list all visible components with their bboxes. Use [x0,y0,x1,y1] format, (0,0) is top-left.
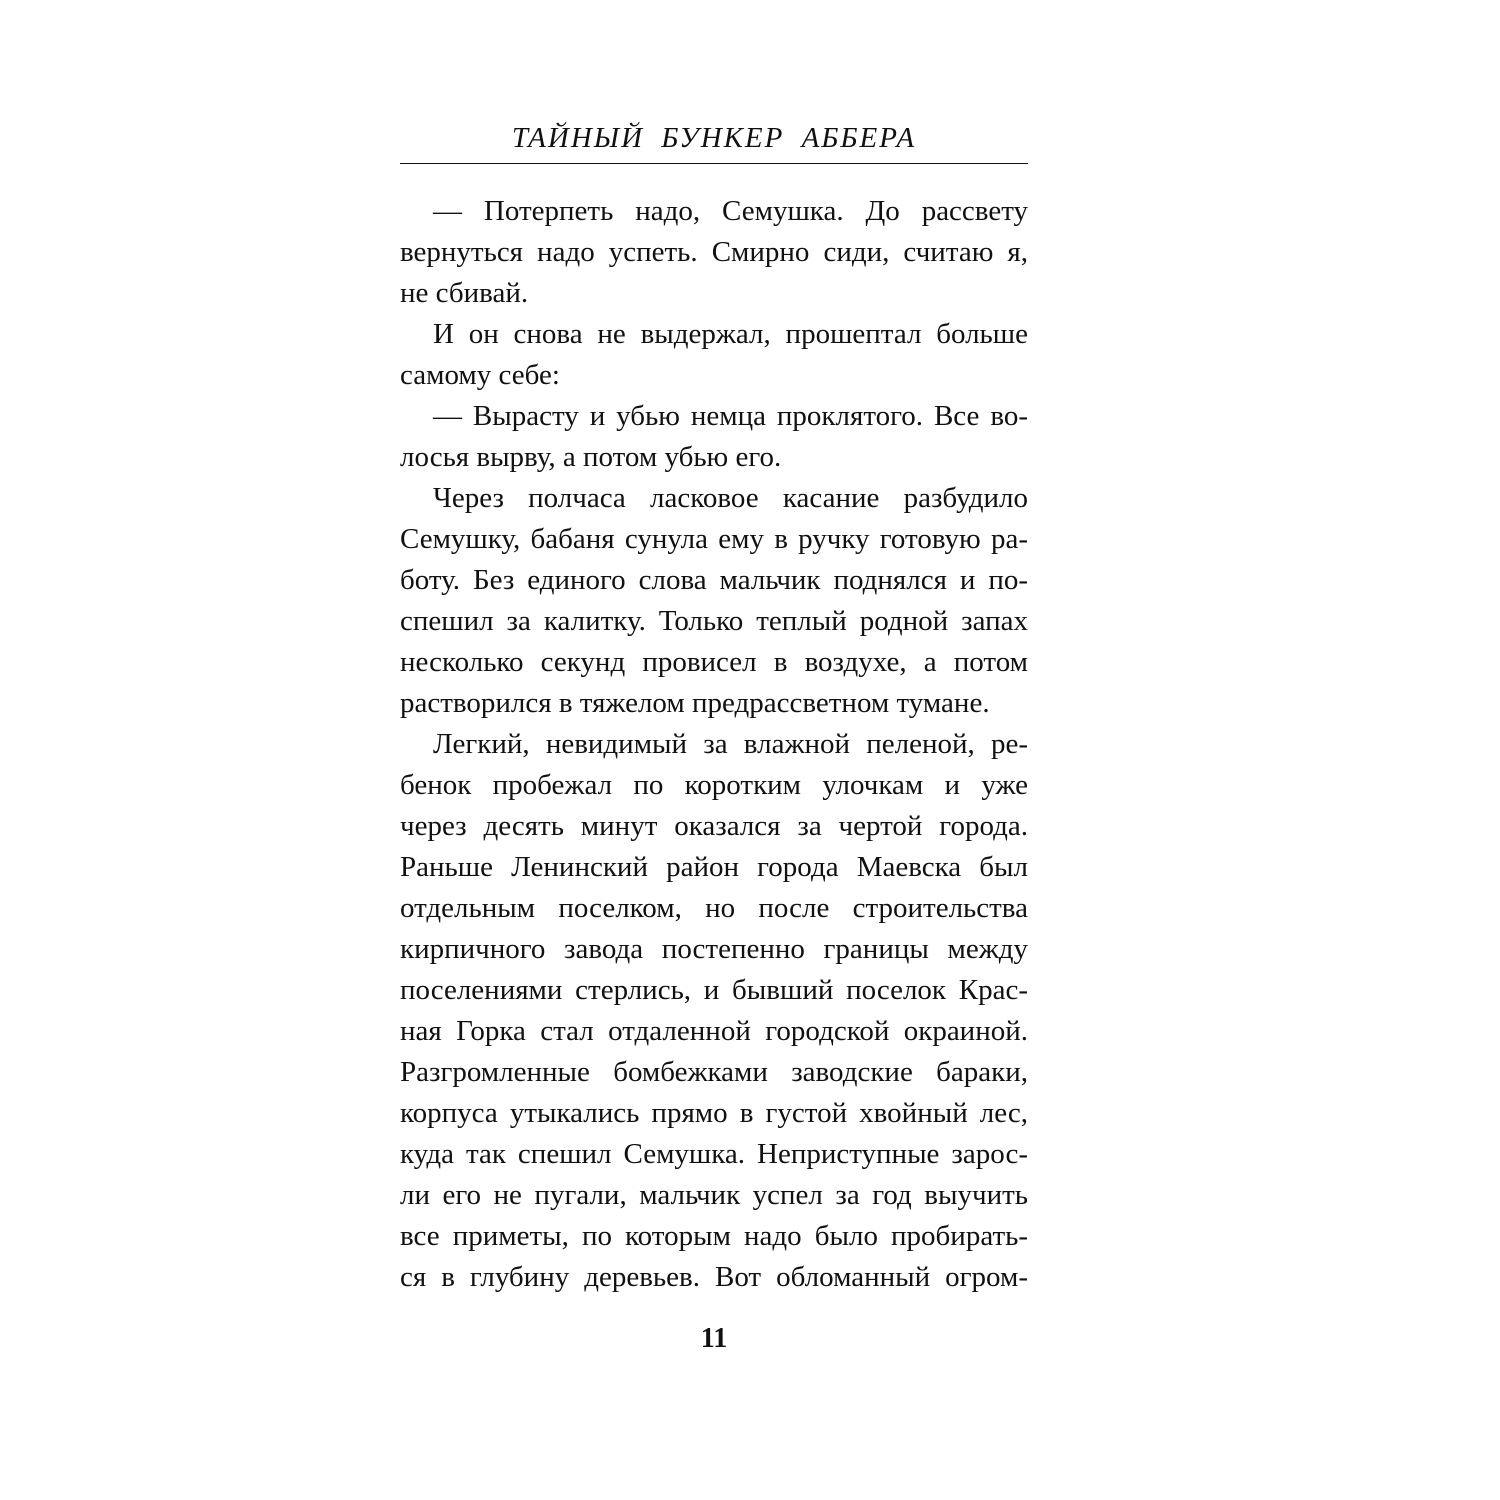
text-line: Разгромленные бомбежками заводские бараки, [400,1056,1028,1088]
book-page [400,0,1028,1500]
running-title: ТАЙНЫЙ БУНКЕР АББЕРА [511,122,917,154]
text-line: поселениями стерлись, и бывший поселок Крас- [400,974,1028,1006]
text-line: корпуса утыкались прямо в густой хвойный лес, [400,1097,1028,1129]
text-line: Семушку, бабаня сунула ему в ручку готовую ра- [400,523,1028,555]
text-line: отдельным поселком, но после строительства [400,892,1028,924]
text-line: лосья вырву, а потом убью его. [400,441,782,473]
text-line: Раньше Ленинский район города Маевска был [400,851,1028,883]
body-text [400,191,1028,1298]
header-rule [400,163,1028,164]
text-line: боту. Без единого слова мальчик поднялся и по- [400,564,1028,596]
text-line: куда так спешил Семушка. Неприступные зарос- [400,1138,1028,1170]
text-line: Через полчаса ласковое касание разбудило [433,482,1028,514]
text-line: несколько секунд провисел в воздухе, а потом [400,646,1028,678]
text-line: вернуться надо успеть. Смирно сиди, считаю я, [400,236,1028,268]
text-line: ная Горка стал отдаленной городской окраиной. [400,1015,1028,1047]
text-line: — Вырасту и убью немца проклятого. Все во- [433,400,1028,432]
text-line: ли его не пугали, мальчик успел за год выучить [400,1179,1028,1211]
text-line: Легкий, невидимый за влажной пеленой, ре- [433,728,1028,760]
text-line: спешил за калитку. Только теплый родной запах [400,605,1028,637]
text-line: кирпичного завода постепенно границы между [400,933,1028,965]
text-line: не сбивай. [400,277,529,309]
text-line: самому себе: [400,359,560,391]
text-line: через десять минут оказался за чертой города. [400,810,1028,842]
text-line: ся в глубину деревьев. Вот обломанный огром- [400,1261,1028,1293]
text-line: — Потерпеть надо, Семушка. До рассвету [433,195,1028,227]
text-line: растворился в тяжелом предрассветном тумане. [400,687,990,719]
page-number: 11 [700,1323,728,1354]
text-line: И он снова не выдержал, прошептал больше [433,318,1028,350]
text-line: все приметы, по которым надо было пробирать- [400,1220,1028,1252]
text-line: бенок пробежал по коротким улочкам и уже [400,769,1028,801]
